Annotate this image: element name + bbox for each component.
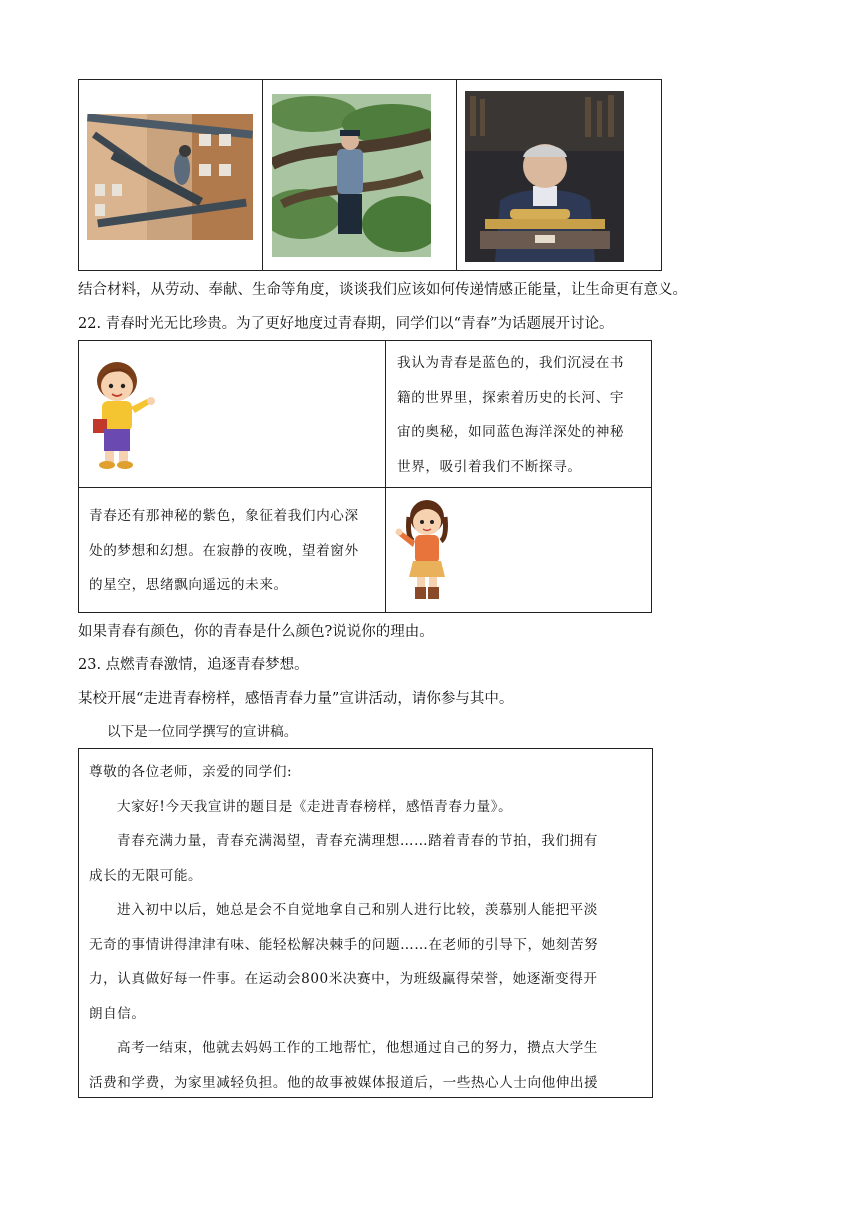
speech-line: 尊敬的各位老师，亲爱的同学们: [89, 764, 293, 780]
speech-line: 青春充满力量，青春充满渴望，青春充满理想……踏着青春的节拍，我们拥有 [117, 833, 598, 849]
girl-quote-line: 青春还有那神秘的紫色，象征着我们内心深 [89, 508, 359, 524]
speech-line: 力，认真做好每一件事。在运动会800米决赛中，为班级赢得荣誉，她逐渐变得开 [89, 971, 598, 987]
boy-quote-line: 我认为青春是蓝色的，我们沉浸在书 [397, 355, 625, 371]
girl-cartoon-icon [395, 497, 451, 603]
speech-line: 无奇的事情讲得津津有味、能轻松解决棘手的问题……在老师的引导下，她刻苦努 [89, 936, 599, 953]
boy-quote-line: 籍的世界里，探索着历史的长河、宇 [397, 389, 625, 406]
q23-note: 以下是一位同学撰写的宣讲稿。 [107, 724, 298, 740]
photo-cell-3 [457, 80, 661, 270]
speech-line: 活费和学费，为家里减轻负担。他的故事被媒体报道后，一些热心人士向他伸出援 [89, 1074, 599, 1091]
photo-cell-1 [79, 80, 263, 270]
q23-intro: 某校开展“走进青春榜样，感悟青春力量”宣讲活动，请你参与其中。 [78, 691, 514, 707]
boy-quote-line: 世界，吸引着我们不断探寻。 [397, 458, 582, 475]
boy-quote-line: 宙的奥秘，如同蓝色海洋深处的神秘 [397, 424, 625, 440]
material-photo-table [78, 79, 662, 271]
girl-quote-line: 处的梦想和幻想。在寂静的夜晚，望着窗外 [89, 542, 359, 559]
photo-cell-2 [263, 80, 456, 270]
speech-line: 大家好!今天我宣讲的题目是《走进青春榜样，感悟青春力量》。 [117, 798, 513, 815]
girl-quote [89, 499, 383, 603]
speech-draft-box [78, 748, 653, 1098]
q22-dialogue-table [78, 340, 652, 613]
speech-line: 朗自信。 [89, 1005, 146, 1022]
police-in-pine-tree-photo [272, 94, 431, 257]
elderly-man-with-submarine-model-photo [465, 91, 624, 262]
q22-question: 如果青春有颜色，你的青春是什么颜色?说说你的理由。 [78, 624, 434, 640]
q21-prompt: 结合材料，从劳动、奉献、生命等角度，谈谈我们应该如何传递情感正能量，让生命更有意义。 [78, 282, 687, 298]
boy-cartoon-icon [89, 359, 157, 471]
speech-line: 高考一结束，他就去妈妈工作的工地帮忙，他想通过自己的努力，攒点大学生 [117, 1040, 598, 1056]
boy-quote [397, 346, 647, 484]
speech-text [89, 755, 644, 1100]
q22-stem: 22. 青春时光无比珍贵。为了更好地度过青春期，同学们以“青春”为话题展开讨论。 [78, 316, 614, 332]
q23-stem: 23. 点燃青春激情，追逐青春梦想。 [78, 657, 309, 673]
girl-quote-line: 的星空，思绪飘向遥远的未来。 [89, 577, 288, 593]
worker-climbing-building-photo [87, 114, 253, 240]
speech-line: 进入初中以后，她总是会不自觉地拿自己和别人进行比较，羡慕别人能把平淡 [117, 902, 598, 918]
speech-line: 成长的无限可能。 [89, 867, 203, 884]
